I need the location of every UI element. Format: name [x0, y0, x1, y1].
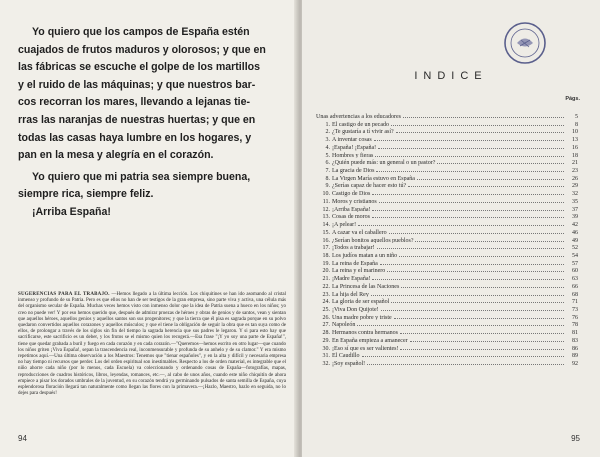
toc-entry: [316, 297, 578, 305]
toc-entry-number: 16.: [322, 237, 330, 244]
toc-entry-title: ¿Te gustaría a tí vivir así?: [332, 129, 394, 136]
toc-entry-number: 4.: [325, 144, 330, 151]
toc-leader-dots: [401, 282, 564, 288]
toc-entry: [316, 236, 578, 244]
toc-entry: [316, 212, 578, 220]
toc-entry-page: 92: [572, 361, 578, 367]
toc-entry-page: 23: [572, 168, 578, 174]
toc-entry: [316, 344, 578, 352]
toc-entry-number: 22.: [322, 283, 330, 290]
toc-entry: [316, 320, 578, 328]
toc-entry: [316, 220, 578, 228]
toc-entry-number: 25.: [322, 306, 330, 313]
toc-entry: [316, 266, 578, 274]
toc-entry: [316, 290, 578, 298]
toc-entry: [316, 127, 578, 135]
toc-entry: [316, 282, 578, 290]
toc-entry-page: 89: [572, 353, 578, 359]
toc-entry-number: 6.: [325, 160, 330, 167]
toc-entry-number: 17.: [322, 245, 330, 251]
toc-entry-title: Los judíos matan a un niño: [332, 252, 398, 259]
toc-entry: [316, 205, 578, 213]
toc-entry: [316, 166, 578, 174]
toc-entry-page: 8: [575, 121, 578, 128]
toc-leader-dots: [399, 251, 564, 257]
toc-entry-title: ¡Eso sí que es ser valientes!: [332, 345, 399, 352]
toc-entry: [316, 120, 578, 128]
toc-entry-number: 15.: [322, 229, 330, 236]
toc-entry-number: 24.: [322, 299, 330, 305]
toc-leader-dots: [362, 351, 565, 357]
poem-line: ¡Arriba España!: [32, 205, 111, 218]
toc-leader-dots: [391, 120, 564, 126]
toc-entry: [316, 305, 578, 313]
toc-leader-dots: [381, 305, 564, 311]
toc-entry-number: 31.: [322, 353, 330, 359]
toc-leader-dots: [415, 236, 564, 242]
toc-entry-title: Cosas de moros: [332, 214, 370, 221]
toc-entry-title: ¡España! ¡España!: [332, 144, 377, 151]
toc-entry: [316, 143, 578, 151]
toc-entry-page: 21: [572, 160, 578, 167]
toc-entry-page: 5: [575, 114, 578, 120]
toc-leader-dots: [394, 313, 564, 319]
toc-entry-title: La reina de España: [332, 260, 378, 267]
toc-leader-dots: [396, 127, 564, 133]
suggestions-heading: SUGERENCIAS PARA EL TRABAJO.: [18, 292, 110, 297]
toc-entry-number: 10.: [322, 191, 330, 197]
toc-entry: [316, 197, 578, 205]
toc-entry-number: 23.: [322, 291, 330, 298]
suggestions-paragraph: [18, 292, 286, 397]
toc-leader-dots: [378, 143, 564, 149]
toc-entry-title: ¡A pelear!: [332, 222, 357, 228]
toc-entry-page: 13: [572, 137, 578, 143]
page-number-right: 95: [571, 434, 580, 443]
toc-entry-page: 57: [572, 260, 578, 267]
toc-entry-number: 32.: [322, 361, 330, 367]
toc-leader-dots: [380, 259, 564, 265]
poem-line: y el ruido de las máquinas; y que nuestros bar-: [18, 78, 256, 91]
toc-entry-page: 76: [572, 314, 578, 321]
toc-entry-title: El Caudillo: [332, 353, 360, 359]
toc-entry-page: 68: [572, 291, 578, 298]
toc-entry-title: ¡Madre España!: [332, 276, 371, 282]
toc-entry: [316, 351, 578, 359]
toc-entry-page: 81: [572, 330, 578, 336]
toc-entry-number: 30.: [322, 345, 330, 352]
toc-leader-dots: [391, 297, 564, 303]
page-number-left: 94: [18, 434, 27, 443]
poem-line: Yo quiero que mi patria sea siempre buena,: [32, 170, 251, 183]
poem: [18, 24, 284, 222]
toc-entry-number: 5.: [325, 152, 330, 159]
toc-leader-dots: [437, 158, 564, 164]
toc-entry-number: 11.: [322, 198, 330, 205]
toc-entry-page: 35: [572, 198, 578, 205]
toc-leader-dots: [400, 344, 564, 350]
toc-entry-page: 73: [572, 306, 578, 313]
toc-entry-page: 18: [572, 152, 578, 159]
toc-entry-page: 37: [572, 206, 578, 213]
toc-entry-title: ¿Serías capaz de hacer esto tú?: [332, 183, 407, 190]
toc-entry-page: 66: [572, 283, 578, 290]
toc-entry-page: 71: [572, 299, 578, 305]
poem-line: rras las naranjas de nuestras huertas; y que en: [18, 113, 256, 126]
toc-entry-page: 42: [572, 222, 578, 228]
toc-entry-title: ¡Arriba España!: [332, 206, 371, 213]
left-page: [0, 0, 298, 457]
toc-entry-title: Moros y cristianos: [332, 198, 377, 205]
toc-leader-dots: [375, 151, 564, 157]
index-title: INDICE: [414, 70, 488, 82]
toc-entry-number: 19.: [322, 260, 330, 267]
table-of-contents: [316, 112, 578, 367]
toc-entry-number: 12.: [322, 206, 330, 213]
toc-entry: [316, 243, 578, 251]
toc-leader-dots: [371, 290, 564, 296]
toc-entry: [316, 259, 578, 267]
toc-leader-dots: [357, 320, 564, 326]
right-page: [302, 0, 600, 457]
toc-leader-dots: [372, 274, 564, 280]
toc-entry-number: 27.: [322, 322, 330, 329]
toc-leader-dots: [372, 205, 564, 211]
toc-entry-title: En España empieza a amanecer: [332, 337, 408, 344]
toc-entry-page: 32: [572, 191, 578, 197]
toc-entry-title: A cazar va el caballero: [332, 229, 387, 236]
toc-leader-dots: [358, 220, 564, 226]
toc-entry-page: 29: [572, 183, 578, 190]
toc-leader-dots: [372, 212, 564, 218]
poem-line: cos recorran los mares, llevando a lejanas tie-: [18, 96, 250, 109]
toc-leader-dots: [377, 243, 564, 249]
toc-entry-title: Hermanos contra hermanos: [332, 330, 398, 336]
toc-entry: [316, 151, 578, 159]
toc-leader-dots: [372, 189, 564, 195]
toc-entry-number: 14.: [322, 222, 330, 228]
toc-entry: [316, 274, 578, 282]
toc-entry-number: 8.: [325, 175, 330, 182]
toc-entry-title: La hija del Rey: [332, 291, 369, 298]
poem-line: todas las casas haya lumbre en los hogares, y: [18, 131, 252, 144]
toc-leader-dots: [374, 135, 564, 141]
toc-entry-title: ¿Quién puede más: un general o un pastor?: [332, 160, 436, 167]
toc-entry-page: 63: [572, 276, 578, 282]
toc-entry: [316, 174, 578, 182]
toc-entry-page: 46: [572, 229, 578, 236]
toc-leader-dots: [367, 359, 564, 365]
toc-entry-title: ¡Soy español!: [332, 361, 366, 367]
library-stamp-icon: [502, 20, 548, 66]
suggestions-body: —Hemos llegado a la última lección. Los chiquitines se han ido asomando al cristal inmenso y profundo de su Patria. Pero es que ellos no han de ser testigos de la gran empresa, sino parte viva y activa, una célula más del organismo secular de España. Muchas veces hemos visto con inmenso dolor que la idea de Patria suena a hueco en los niños; yo creo no puede ver! Y por eso hemos querido que, después de admirar proezas de héroes y obras de genios y de santos, vean y sientan que aquellos héroes, aquellos genios y aquellos santos son sus progenitores; y que la tierra que él pisa es sagrada porque en su polvo quedaron convertidos aquellos corazones y aquellos músculos; y que el tiene la obligación de seguir la obra que es tan suya como de ellos, de prolongar a través de los siglos sin fin del tiempo la sagrada herencia que sus padres le legaron. Y si para esto hay que sacrificarse, este sacrificio es un deber, y los frutos se el mismo quien los recogerá.—Esa frase "¡Y yo soy una parte de España!", tiene que quedar grabada a buril y fuego en cada corazón y en cada corazón.—"Queremos—hemos escrito en otro lugar—que cuando los niños griten ¡Viva España!, sepan la trascendencia real, inconmensurable y profunda de su anhelo y de su clamor." Y era mismo repetimos aquí.—Una última observación a los Maestros: Tenemos que "tienar españoles", y en la alta y difícil y necesaria empresa no hay tiempo ni recursos que perder. Los del orden espiritual son inestimables. Respecto a los de orden material, es integrable que el niño ahorre cada niño (por lo menos, cada Escuela) va coleccionando y ordenando cosas de España—fotografías, mapas, reproducciones de cuadros históricos, libros, leyendas, romances, etc.—, al cabo de unos años, cuando este niño chiquitín de ahora empiece a pisar los dorados umbrales de la juventud, en su corazón tendrá ya germinando pulsados de santa semilla de España, cuya esplendorosa floración llegará tan naturalmente como llegan las flores con la primavera.—¡Hazlo, Maestro, hazlo en seguida, no lo dejes para después!: [18, 292, 287, 397]
toc-entry-number: 21.: [322, 276, 330, 282]
toc-entry-number: 2.: [325, 129, 330, 136]
toc-entry-page: 49: [572, 237, 578, 244]
toc-entry: [316, 251, 578, 259]
toc-entry-number: 1.: [325, 121, 330, 128]
toc-entry-page: 60: [572, 268, 578, 275]
toc-entry-number: 28.: [322, 330, 330, 336]
toc-leader-dots: [410, 336, 564, 342]
toc-entry-number: 29.: [322, 337, 330, 344]
toc-entry-title: Hombres y fieras: [332, 152, 374, 159]
toc-entry-number: 18.: [322, 252, 330, 259]
poem-line: pan en la mesa y alegría en el corazón.: [18, 149, 214, 162]
toc-leader-dots: [408, 181, 564, 187]
toc-entry: [316, 181, 578, 189]
toc-entry-title: ¡Todos a trabajar!: [332, 245, 375, 251]
toc-entry-title: Napoleón: [332, 322, 356, 329]
toc-leader-dots: [379, 197, 564, 203]
toc-entry-number: 9.: [325, 183, 330, 190]
toc-leader-dots: [389, 228, 564, 234]
toc-entry: [316, 359, 578, 367]
toc-entry-number: 26.: [322, 314, 330, 321]
toc-entry-page: 78: [572, 322, 578, 329]
toc-entry-number: 7.: [325, 168, 330, 174]
toc-entry-title: El castigo de un pecado: [332, 121, 389, 128]
toc-entry: [316, 313, 578, 321]
toc-entry: [316, 112, 578, 120]
toc-entry-title: ¡Viva Don Quijote!: [332, 306, 379, 313]
toc-entry-page: 10: [572, 129, 578, 136]
toc-entry-title: La Virgen María estuvo en España: [332, 175, 415, 182]
toc-leader-dots: [376, 166, 564, 172]
toc-entry-title: La reina y el marinero: [332, 268, 386, 275]
poem-line: siempre rica, siempre feliz.: [18, 188, 154, 201]
poem-line: Yo quiero que los campos de España estén: [32, 26, 250, 38]
toc-entry-title: La gloria de ser español: [332, 299, 390, 305]
toc-entry: [316, 135, 578, 143]
toc-entry-number: 13.: [322, 214, 330, 221]
toc-entry-page: 86: [572, 345, 578, 352]
toc-entry-title: Castigo de Dios: [332, 191, 371, 197]
toc-entry-title: La Princesa de las Naciones: [332, 283, 400, 290]
toc-leader-dots: [403, 112, 564, 118]
toc-leader-dots: [400, 328, 564, 334]
toc-entry: [316, 228, 578, 236]
toc-leader-dots: [417, 174, 564, 180]
toc-entry: [316, 189, 578, 197]
toc-leader-dots: [387, 266, 564, 272]
toc-entry-number: 20.: [322, 268, 330, 275]
toc-entry-page: 26: [572, 175, 578, 182]
poem-line: cuajados de frutos maduros y olorosos; y que en: [18, 43, 266, 56]
toc-entry-title: ¿Serían bonitos aquellos pueblos?: [332, 237, 414, 244]
toc-entry: [316, 336, 578, 344]
toc-entry-title: Unas advertencias a los educadores: [316, 114, 401, 120]
toc-entry: [316, 158, 578, 166]
toc-entry-number: 3.: [325, 137, 330, 143]
toc-entry-page: 52: [572, 245, 578, 251]
pages-column-label: Págs.: [565, 96, 580, 102]
toc-entry-page: 16: [572, 144, 578, 151]
toc-entry: [316, 328, 578, 336]
toc-entry-page: 54: [572, 252, 578, 259]
toc-entry-title: Una madre pobre y triste: [332, 314, 392, 321]
poem-line: las fábricas se escuche el golpe de los martillos: [18, 61, 260, 74]
toc-entry-title: La gracia de Dios: [332, 168, 375, 174]
toc-entry-page: 83: [572, 337, 578, 344]
toc-entry-title: A inventar cosas: [332, 137, 372, 143]
toc-entry-page: 39: [572, 214, 578, 221]
